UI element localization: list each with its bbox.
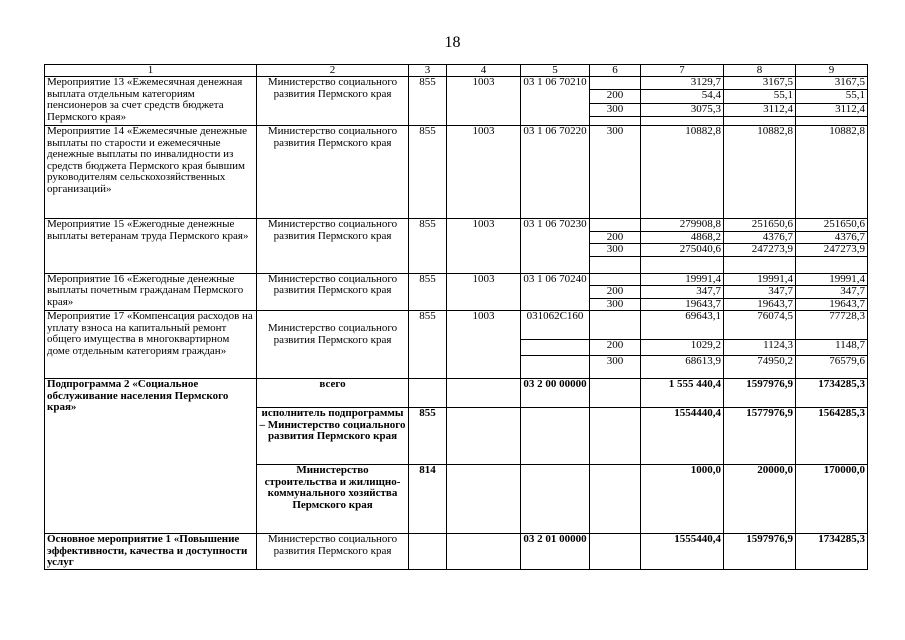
value-cell: 1029,2 bbox=[641, 340, 724, 356]
value-cell: 1597976,9 bbox=[724, 534, 796, 570]
code-cell: 200 bbox=[590, 340, 641, 356]
code-cell: 855 bbox=[409, 311, 447, 379]
main-activity-name: Основное мероприятие 1 «Повышение эффективности, качества и доступности услуг bbox=[45, 534, 257, 570]
code-cell: 300 bbox=[590, 356, 641, 379]
ministry-cell: исполнитель подпрограммы – Министерство социального развития Пермского края bbox=[257, 408, 409, 465]
table-row bbox=[45, 219, 868, 232]
value-cell: 170000,0 bbox=[796, 465, 868, 534]
ministry-cell: Министерство строительства и жилищно-коммунального хозяйства Пермского края bbox=[257, 465, 409, 534]
code-cell: 855 bbox=[409, 219, 447, 274]
code-cell bbox=[409, 379, 447, 408]
value-cell: 19991,4 bbox=[796, 273, 868, 286]
value-cell: 1124,3 bbox=[724, 340, 796, 356]
table-row bbox=[45, 77, 868, 90]
value-cell: 1577976,9 bbox=[724, 408, 796, 465]
code-cell: 1003 bbox=[447, 126, 521, 219]
code-cell: 855 bbox=[409, 77, 447, 126]
code-cell: 03 2 01 00000 bbox=[521, 534, 590, 570]
code-cell: 03 1 06 70210 bbox=[521, 77, 590, 126]
value-cell: 76579,6 bbox=[796, 356, 868, 379]
value-cell: 10882,8 bbox=[641, 126, 724, 219]
code-cell: 300 bbox=[590, 298, 641, 311]
code-cell: 855 bbox=[409, 273, 447, 311]
value-cell: 3167,5 bbox=[796, 77, 868, 90]
value-cell: 4376,7 bbox=[724, 231, 796, 244]
activity-name: Мероприятие 13 «Ежемесячная денежная выплата отдельным категориям пенсионеров за счет средств бюджета Пермского края» bbox=[45, 77, 257, 126]
code-cell: 200 bbox=[590, 231, 641, 244]
table-row bbox=[45, 534, 868, 570]
value-cell: 20000,0 bbox=[724, 465, 796, 534]
code-cell: 300 bbox=[590, 103, 641, 116]
value-cell: 19991,4 bbox=[641, 273, 724, 286]
activity-name: Мероприятие 17 «Компенсация расходов на уплату взноса на капитальный ремонт общего имущества в многоквартирном доме отдельным категориям граждан» bbox=[45, 311, 257, 379]
col-header: 7 bbox=[641, 65, 724, 77]
ministry-cell: Министерство социального развития Пермского края bbox=[257, 534, 409, 570]
value-cell: 1000,0 bbox=[641, 465, 724, 534]
table-row bbox=[45, 379, 868, 408]
code-cell: 03 1 06 70230 bbox=[521, 219, 590, 274]
code-cell: 1003 bbox=[447, 311, 521, 379]
value-cell: 3112,4 bbox=[796, 103, 868, 116]
table-row bbox=[45, 311, 868, 340]
value-cell: 251650,6 bbox=[724, 219, 796, 232]
value-cell: 3129,7 bbox=[641, 77, 724, 90]
page-number: 18 bbox=[444, 34, 461, 51]
code-cell: 814 bbox=[409, 465, 447, 534]
activity-name: Мероприятие 14 «Ежемесячные денежные выплаты по старости и ежемесячные денежные выплаты по инвалидности из средств бюджета Пермского края бывшим руководителям сельскохозяйственных организаций» bbox=[45, 126, 257, 219]
code-cell: 200 bbox=[590, 90, 641, 103]
value-cell: 1554440,4 bbox=[641, 408, 724, 465]
value-cell: 54,4 bbox=[641, 90, 724, 103]
code-cell bbox=[590, 219, 641, 232]
value-cell: 1564285,3 bbox=[796, 408, 868, 465]
table-row bbox=[45, 273, 868, 286]
value-cell: 1734285,3 bbox=[796, 534, 868, 570]
code-cell: 03 1 06 70240 bbox=[521, 273, 590, 311]
ministry-cell: Министерство социального развития Пермского края bbox=[257, 311, 409, 379]
value-cell: 247273,9 bbox=[724, 244, 796, 257]
code-cell: 855 bbox=[409, 408, 447, 465]
col-header: 6 bbox=[590, 65, 641, 77]
value-cell: 55,1 bbox=[796, 90, 868, 103]
code-cell: 1003 bbox=[447, 219, 521, 274]
ministry-cell: Министерство социального развития Пермского края bbox=[257, 273, 409, 311]
value-cell: 3075,3 bbox=[641, 103, 724, 116]
col-header: 3 bbox=[409, 65, 447, 77]
value-cell: 347,7 bbox=[724, 286, 796, 299]
value-cell: 69643,1 bbox=[641, 311, 724, 340]
value-cell: 68613,9 bbox=[641, 356, 724, 379]
value-cell: 3167,5 bbox=[724, 77, 796, 90]
column-header-row bbox=[45, 65, 868, 77]
code-cell bbox=[590, 311, 641, 340]
value-cell: 4868,2 bbox=[641, 231, 724, 244]
value-cell: 1 555 440,4 bbox=[641, 379, 724, 408]
budget-table bbox=[44, 64, 868, 570]
value-cell: 74950,2 bbox=[724, 356, 796, 379]
code-cell: 200 bbox=[590, 286, 641, 299]
code-cell bbox=[590, 77, 641, 90]
value-cell: 1734285,3 bbox=[796, 379, 868, 408]
col-header: 1 bbox=[45, 65, 257, 77]
value-cell: 19643,7 bbox=[641, 298, 724, 311]
value-cell: 55,1 bbox=[724, 90, 796, 103]
value-cell: 3112,4 bbox=[724, 103, 796, 116]
col-header: 9 bbox=[796, 65, 868, 77]
value-cell: 279908,8 bbox=[641, 219, 724, 232]
value-cell: 275040,6 bbox=[641, 244, 724, 257]
col-header: 5 bbox=[521, 65, 590, 77]
value-cell: 19991,4 bbox=[724, 273, 796, 286]
code-cell: 1003 bbox=[447, 273, 521, 311]
value-cell: 347,7 bbox=[641, 286, 724, 299]
code-cell bbox=[590, 273, 641, 286]
activity-name: Мероприятие 15 «Ежегодные денежные выплаты ветеранам труда Пермского края» bbox=[45, 219, 257, 274]
subprogram-name: Подпрограмма 2 «Социальное обслуживание населения Пермского края» bbox=[45, 379, 257, 534]
activity-name: Мероприятие 16 «Ежегодные денежные выплаты почетным гражданам Пермского края» bbox=[45, 273, 257, 311]
code-cell: 300 bbox=[590, 126, 641, 219]
ministry-cell: Министерство социального развития Пермского края bbox=[257, 219, 409, 274]
value-cell: 1597976,9 bbox=[724, 379, 796, 408]
code-cell: 1003 bbox=[447, 77, 521, 126]
col-header: 2 bbox=[257, 65, 409, 77]
value-cell: 10882,8 bbox=[724, 126, 796, 219]
code-cell: 855 bbox=[409, 126, 447, 219]
table-row bbox=[45, 126, 868, 219]
value-cell: 251650,6 bbox=[796, 219, 868, 232]
ministry-cell: Министерство социального развития Пермского края bbox=[257, 77, 409, 126]
code-cell: 03 1 06 70220 bbox=[521, 126, 590, 219]
code-cell: 300 bbox=[590, 244, 641, 257]
col-header: 8 bbox=[724, 65, 796, 77]
value-cell: 1555440,4 bbox=[641, 534, 724, 570]
value-cell: 76074,5 bbox=[724, 311, 796, 340]
value-cell: 77728,3 bbox=[796, 311, 868, 340]
value-cell: 4376,7 bbox=[796, 231, 868, 244]
ministry-cell: всего bbox=[257, 379, 409, 408]
value-cell: 19643,7 bbox=[724, 298, 796, 311]
ministry-cell: Министерство социального развития Пермского края bbox=[257, 126, 409, 219]
value-cell: 19643,7 bbox=[796, 298, 868, 311]
code-cell: 03 2 00 00000 bbox=[521, 379, 590, 408]
value-cell: 247273,9 bbox=[796, 244, 868, 257]
code-cell: 031062С160 bbox=[521, 311, 590, 340]
value-cell: 347,7 bbox=[796, 286, 868, 299]
value-cell: 10882,8 bbox=[796, 126, 868, 219]
value-cell: 1148,7 bbox=[796, 340, 868, 356]
col-header: 4 bbox=[447, 65, 521, 77]
